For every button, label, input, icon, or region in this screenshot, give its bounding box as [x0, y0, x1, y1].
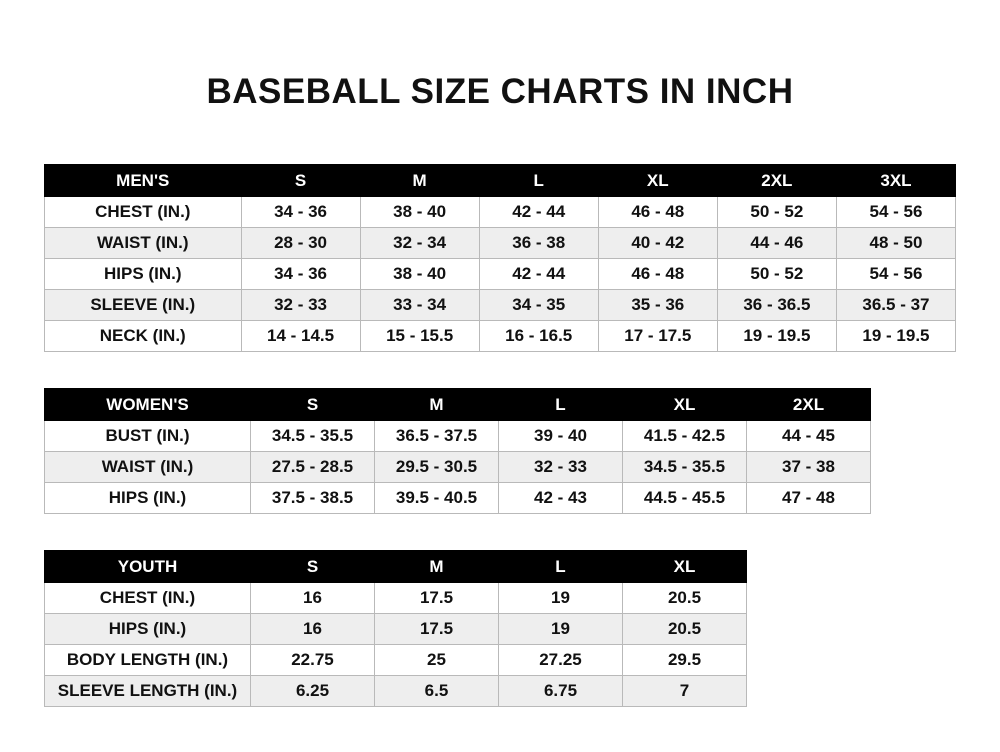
cell: 44 - 45 [747, 421, 871, 452]
cell: 34 - 36 [241, 259, 360, 290]
cell: 48 - 50 [836, 228, 955, 259]
cell: 17.5 [375, 614, 499, 645]
row-label: HIPS (IN.) [45, 259, 242, 290]
cell: 34 - 36 [241, 197, 360, 228]
cell: 54 - 56 [836, 259, 955, 290]
cell: 38 - 40 [360, 259, 479, 290]
table-header-row [45, 551, 747, 583]
cell: 33 - 34 [360, 290, 479, 321]
cell: 47 - 48 [747, 483, 871, 514]
table-row [45, 645, 747, 676]
womens-header-xl: XL [623, 389, 747, 421]
cell: 42 - 44 [479, 259, 598, 290]
youth-size-table [44, 550, 747, 707]
cell: 17.5 [375, 583, 499, 614]
mens-header-m: M [360, 165, 479, 197]
cell: 20.5 [623, 614, 747, 645]
cell: 32 - 33 [499, 452, 623, 483]
cell: 27.25 [499, 645, 623, 676]
cell: 6.25 [251, 676, 375, 707]
cell: 41.5 - 42.5 [623, 421, 747, 452]
cell: 54 - 56 [836, 197, 955, 228]
table-row [45, 259, 956, 290]
cell: 36 - 36.5 [717, 290, 836, 321]
row-label: BODY LENGTH (IN.) [45, 645, 251, 676]
cell: 6.5 [375, 676, 499, 707]
cell: 22.75 [251, 645, 375, 676]
row-label: NECK (IN.) [45, 321, 242, 352]
row-label: SLEEVE LENGTH (IN.) [45, 676, 251, 707]
mens-header-category: MEN'S [45, 165, 242, 197]
mens-header-xl: XL [598, 165, 717, 197]
table-row [45, 228, 956, 259]
cell: 34.5 - 35.5 [251, 421, 375, 452]
cell: 39 - 40 [499, 421, 623, 452]
cell: 46 - 48 [598, 259, 717, 290]
table-row [45, 583, 747, 614]
cell: 35 - 36 [598, 290, 717, 321]
table-row [45, 483, 871, 514]
cell: 17 - 17.5 [598, 321, 717, 352]
table-row [45, 290, 956, 321]
cell: 19 [499, 614, 623, 645]
cell: 29.5 - 30.5 [375, 452, 499, 483]
cell: 50 - 52 [717, 197, 836, 228]
cell: 28 - 30 [241, 228, 360, 259]
youth-header-l: L [499, 551, 623, 583]
row-label: HIPS (IN.) [45, 614, 251, 645]
mens-size-table [44, 164, 956, 352]
cell: 27.5 - 28.5 [251, 452, 375, 483]
mens-header-3xl: 3XL [836, 165, 955, 197]
mens-table-header [45, 165, 956, 197]
cell: 44.5 - 45.5 [623, 483, 747, 514]
row-label: CHEST (IN.) [45, 583, 251, 614]
cell: 15 - 15.5 [360, 321, 479, 352]
youth-table-body [45, 583, 747, 707]
cell: 36 - 38 [479, 228, 598, 259]
mens-header-s: S [241, 165, 360, 197]
table-row [45, 421, 871, 452]
womens-header-2xl: 2XL [747, 389, 871, 421]
cell: 46 - 48 [598, 197, 717, 228]
cell: 6.75 [499, 676, 623, 707]
cell: 37 - 38 [747, 452, 871, 483]
cell: 29.5 [623, 645, 747, 676]
youth-header-category: YOUTH [45, 551, 251, 583]
row-label: SLEEVE (IN.) [45, 290, 242, 321]
cell: 16 [251, 583, 375, 614]
youth-table-header [45, 551, 747, 583]
cell: 34 - 35 [479, 290, 598, 321]
row-label: WAIST (IN.) [45, 228, 242, 259]
cell: 38 - 40 [360, 197, 479, 228]
cell: 39.5 - 40.5 [375, 483, 499, 514]
cell: 14 - 14.5 [241, 321, 360, 352]
youth-header-xl: XL [623, 551, 747, 583]
cell: 36.5 - 37 [836, 290, 955, 321]
womens-header-s: S [251, 389, 375, 421]
table-row [45, 321, 956, 352]
row-label: WAIST (IN.) [45, 452, 251, 483]
cell: 20.5 [623, 583, 747, 614]
table-row [45, 614, 747, 645]
cell: 50 - 52 [717, 259, 836, 290]
table-row [45, 452, 871, 483]
row-label: CHEST (IN.) [45, 197, 242, 228]
cell: 25 [375, 645, 499, 676]
youth-header-s: S [251, 551, 375, 583]
youth-header-m: M [375, 551, 499, 583]
table-row [45, 676, 747, 707]
cell: 16 [251, 614, 375, 645]
womens-table-body [45, 421, 871, 514]
page-title: BASEBALL SIZE CHARTS IN INCH [206, 72, 794, 111]
tables-container [0, 164, 1000, 707]
table-header-row [45, 389, 871, 421]
cell: 37.5 - 38.5 [251, 483, 375, 514]
cell: 32 - 34 [360, 228, 479, 259]
cell: 19 - 19.5 [836, 321, 955, 352]
cell: 19 - 19.5 [717, 321, 836, 352]
cell: 32 - 33 [241, 290, 360, 321]
womens-size-table [44, 388, 871, 514]
table-row [45, 197, 956, 228]
row-label: BUST (IN.) [45, 421, 251, 452]
row-label: HIPS (IN.) [45, 483, 251, 514]
womens-header-l: L [499, 389, 623, 421]
cell: 19 [499, 583, 623, 614]
cell: 40 - 42 [598, 228, 717, 259]
cell: 44 - 46 [717, 228, 836, 259]
mens-header-2xl: 2XL [717, 165, 836, 197]
cell: 42 - 44 [479, 197, 598, 228]
cell: 16 - 16.5 [479, 321, 598, 352]
cell: 34.5 - 35.5 [623, 452, 747, 483]
womens-header-m: M [375, 389, 499, 421]
womens-table-header [45, 389, 871, 421]
womens-header-category: WOMEN'S [45, 389, 251, 421]
mens-table-body [45, 197, 956, 352]
cell: 7 [623, 676, 747, 707]
table-header-row [45, 165, 956, 197]
cell: 36.5 - 37.5 [375, 421, 499, 452]
mens-header-l: L [479, 165, 598, 197]
cell: 42 - 43 [499, 483, 623, 514]
